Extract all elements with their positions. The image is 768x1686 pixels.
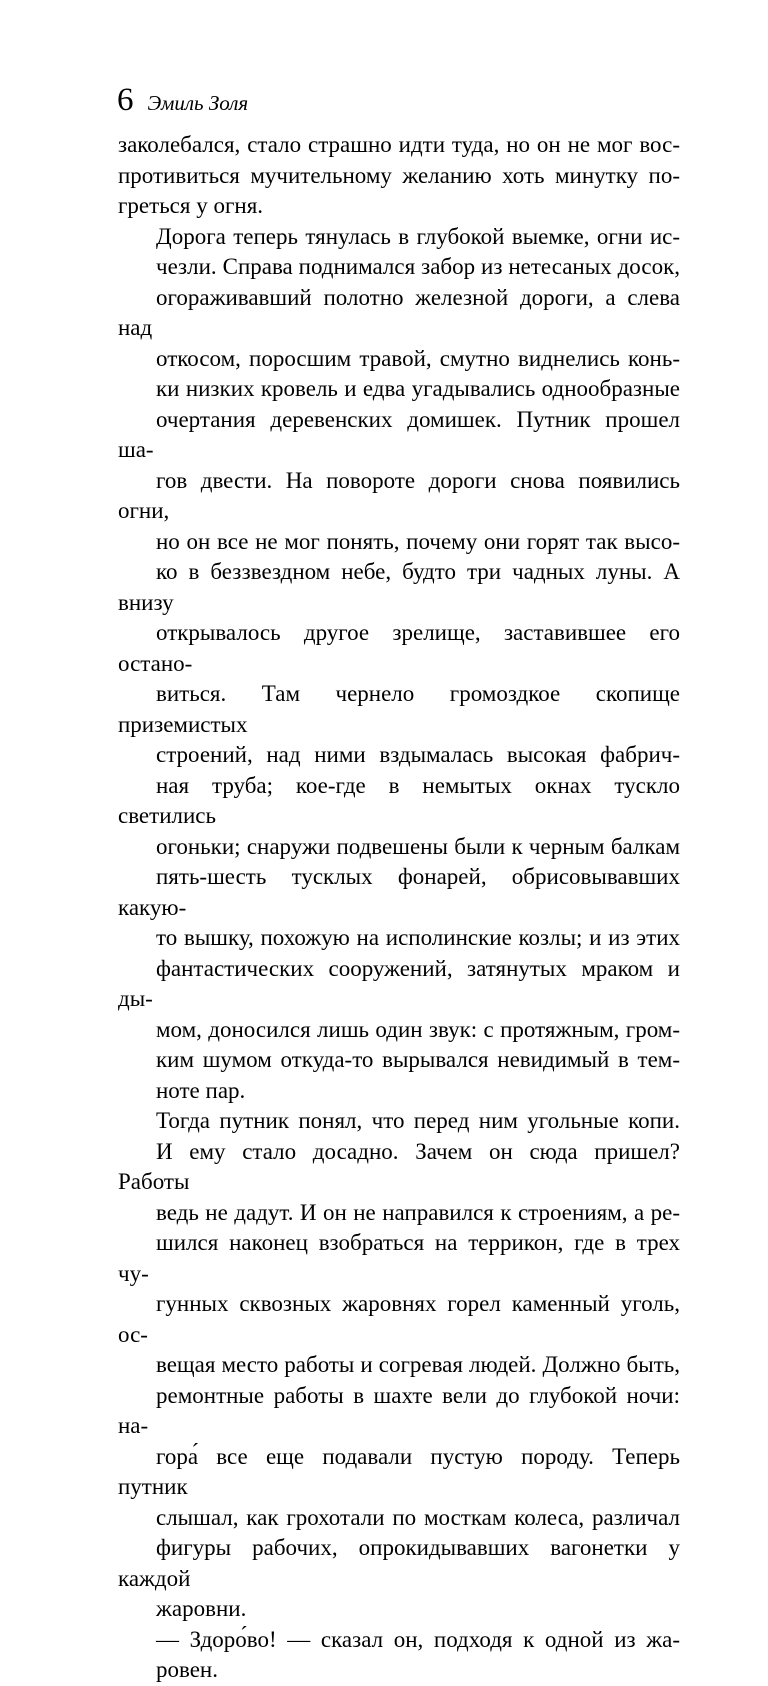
- text-line: чезли. Справа поднимался забор из нетесаных досок,: [156, 254, 680, 279]
- text-line: очертания деревенских домишек. Путник прошел ша-: [118, 406, 680, 462]
- text-line: противиться мучительному желанию хоть минутку по-: [118, 162, 680, 188]
- body-text: [118, 130, 680, 1686]
- text-line: фигуры рабочих, опрокидывавших вагонетки у каждой: [118, 1535, 680, 1591]
- text-line: ноте пар.: [156, 1077, 246, 1103]
- text-line: слышал, как грохотали по мосткам колеса, различал: [156, 1504, 680, 1530]
- text-line: гора́ все еще подавали пустую породу. Теперь путник: [118, 1443, 680, 1499]
- running-head-author: Эмиль Золя: [147, 91, 249, 115]
- text-line: Тогда путник понял, что перед ним угольные копи.: [156, 1108, 680, 1133]
- text-line: огоньки; снаружи подвешены были к черным балкам: [156, 833, 680, 859]
- text-line: ная труба; кое-где в немытых окнах тускло светились: [118, 772, 680, 828]
- text-line: ровен.: [156, 1657, 218, 1682]
- text-line: жаровни.: [156, 1596, 247, 1621]
- running-head: [117, 80, 248, 120]
- text-line: Дорога теперь тянулась в глубокой выемке, огни ис-: [156, 223, 680, 249]
- text-line: мом, доносился лишь один звук: с протяжным, гром-: [156, 1016, 680, 1042]
- paragraph-4: [118, 1625, 680, 1686]
- text-line: открывалось другое зрелище, заставившее его остано-: [118, 620, 680, 676]
- paragraph-2: [118, 222, 680, 1107]
- text-line: ким шумом откуда-то вырывался невидимый в тем-: [156, 1047, 680, 1072]
- text-line: фантастических сооружений, затянутых мраком и ды-: [118, 955, 680, 1011]
- text-line: но он все не мог понять, почему они горят так высо-: [156, 528, 680, 554]
- paragraph-1: [118, 130, 680, 222]
- text-line: гов двести. На повороте дороги снова появились огни,: [118, 467, 680, 523]
- text-line: гунных сквозных жаровнях горел каменный уголь, ос-: [118, 1291, 680, 1347]
- text-line: греться у огня.: [118, 193, 264, 218]
- text-line: виться. Там чернело громоздкое скопище приземистых: [118, 681, 680, 737]
- text-line: ведь не дадут. И он не направился к строениям, а ре-: [156, 1199, 680, 1225]
- text-line: шился наконец взобраться на террикон, где в трех чу-: [118, 1230, 680, 1286]
- text-line: строений, над ними вздымалась высокая фабрич-: [156, 742, 680, 767]
- text-line: то вышку, похожую на исполинские козлы; и из этих: [156, 925, 680, 950]
- page-number: 6: [117, 82, 134, 118]
- text-line: — Здоро́во! — сказал он, подходя к одной из жа-: [156, 1626, 680, 1652]
- text-line: ко в беззвездном небе, будто три чадных луны. А внизу: [118, 559, 680, 615]
- text-line: откосом, поросшим травой, смутно виднелись конь-: [156, 345, 680, 371]
- text-line: И ему стало досадно. Зачем он сюда пришел? Работы: [118, 1138, 680, 1194]
- text-line: ки низких кровель и едва угадывались однообразные: [156, 376, 680, 401]
- paragraph-3: [118, 1106, 680, 1625]
- text-line: вещая место работы и согревая людей. Должно быть,: [156, 1352, 680, 1377]
- text-line: ремонтные работы в шахте вели до глубокой ночи: на-: [118, 1382, 680, 1438]
- text-line: заколебался, стало страшно идти туда, но он не мог вос-: [118, 132, 680, 157]
- text-line: огораживавший полотно железной дороги, а слева над: [118, 284, 680, 340]
- text-line: пять-шесть тусклых фонарей, обрисовывавших какую-: [118, 864, 680, 920]
